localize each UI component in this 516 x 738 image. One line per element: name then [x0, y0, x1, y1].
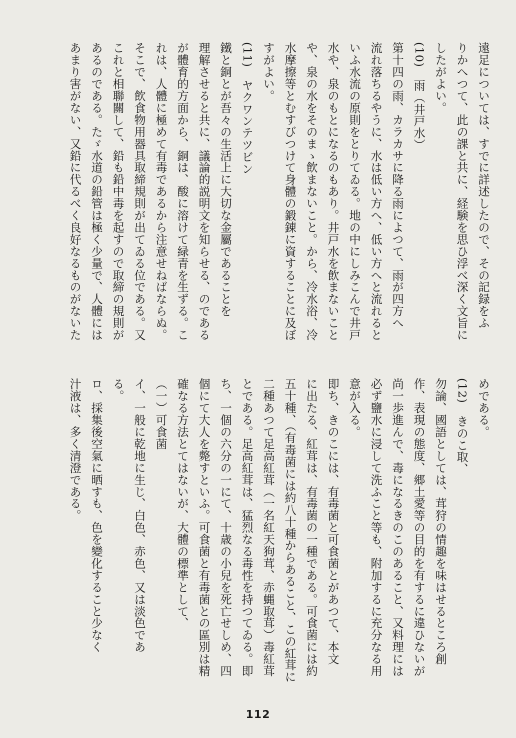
- text-line: 遠足については、すでに詳述したので、その記録をふ: [477, 42, 491, 329]
- text-line: これと相聯關して、鉛も鉛中毒を起すので取締の規則が: [111, 42, 126, 341]
- text-line: とである。足高紅茸は、猛烈なる毒性を持つてゐる。即: [240, 378, 255, 677]
- text-line: あまり害がない、又鉛に代るべく良好なるものがないた: [68, 42, 83, 341]
- text-line: 水や、泉のもとになるのもあり。井戸水を飲まないこと: [326, 42, 341, 341]
- text-line: 鐵と銅とが吾々の生活上に大切な金屬であることを: [219, 42, 233, 317]
- text-line: 作、表現の態度、郷土愛等の目的を有するに違ひないが: [412, 378, 427, 677]
- text-line: 個にて大人を斃すといふ。可食菌と有毒菌との區別は精: [197, 378, 212, 677]
- text-line: めである。: [477, 378, 491, 438]
- text-line: 五十種、（有毒菌には約八十種からあること、この紅茸に: [283, 378, 298, 683]
- text-line: いふ水流の原則をとりてゐる。地の中にしみこんで井戸: [348, 42, 362, 341]
- text-line: 汁液は、多く清澄である。: [68, 378, 83, 522]
- text-line: る。: [111, 378, 126, 402]
- text-line: 必ず鹽水に浸して洗ふこと等も、附加するに充分なる用: [369, 378, 384, 677]
- text-line: が體育的方面から、銅は、酸に溶けて緑青を生ずる。こ: [176, 42, 190, 341]
- text-line: そこで、飲食物用器具取締規則が出てゐる位である。又: [133, 42, 147, 341]
- text-line: したがよい。: [434, 42, 448, 114]
- text-line: （一）可食菌: [154, 378, 169, 450]
- text-line: イ、一般に乾地に生じ、白色、赤色、又は淡色であ: [133, 378, 147, 653]
- upper-text-block: [64, 42, 494, 342]
- text-line: や、泉の水をそのまゝ飲まないこと。から、冷水浴、冷: [305, 42, 319, 341]
- text-line: 意が入る。: [348, 378, 362, 438]
- text-line: すがよい。: [262, 42, 276, 102]
- text-line: 理解させると共に、議論的説明文を知らせる、のである: [197, 42, 212, 341]
- text-line: (12) きのこ取、: [455, 378, 470, 475]
- text-line: 二種あつて足高紅茸（一名紅天狗茸、赤蝿取茸）毒紅茸: [262, 378, 276, 677]
- text-line: ち、一個の六分の一にて、十歳の小兒を死亡せしめ、四: [219, 378, 233, 677]
- text-line: あるのである。たゞ水道の鉛管は極く少量で、人體には: [90, 42, 104, 341]
- text-line: 勿論、國語としては、茸狩の情趣を味はせるところ創: [434, 378, 448, 665]
- text-line: に出たる、紅茸は、有毒菌の一種である。可食菌には約: [305, 378, 319, 677]
- text-line: 第十四の雨、カラカサに降る雨によつて、雨が四方へ: [391, 42, 405, 329]
- lower-text-block: [64, 378, 494, 683]
- text-line: (10) 雨（井戸水）: [412, 42, 427, 151]
- text-line: 水摩擦等とむすびつけて身體の鍛錬に資することに及ぼ: [283, 42, 298, 341]
- text-line: れは、人體に極めて有毒であるから注意せねばならぬ。: [154, 42, 169, 341]
- page-number: 112: [245, 708, 271, 721]
- text-line: (11) ヤクワンテツビン: [240, 42, 255, 175]
- text-line: 確なる方法とてはないが、大體の標準として、: [176, 378, 190, 629]
- text-line: 流れ落ちるやうに、水は低い方へ、低い方へと流れると: [369, 42, 384, 341]
- text-line: 尚一歩進んで、毒になるきのこのあること、又料理には: [391, 378, 405, 677]
- text-line: りかへつて、此の課と共に、経験を思ひ浮べ深く文旨に: [455, 42, 470, 341]
- text-line: ロ、採集後空氣に晒すも、色を變化すること少なく: [90, 378, 104, 653]
- text-line: 即ち、きのこには、有毒菌と可食菌とがあつて、本文: [326, 378, 341, 665]
